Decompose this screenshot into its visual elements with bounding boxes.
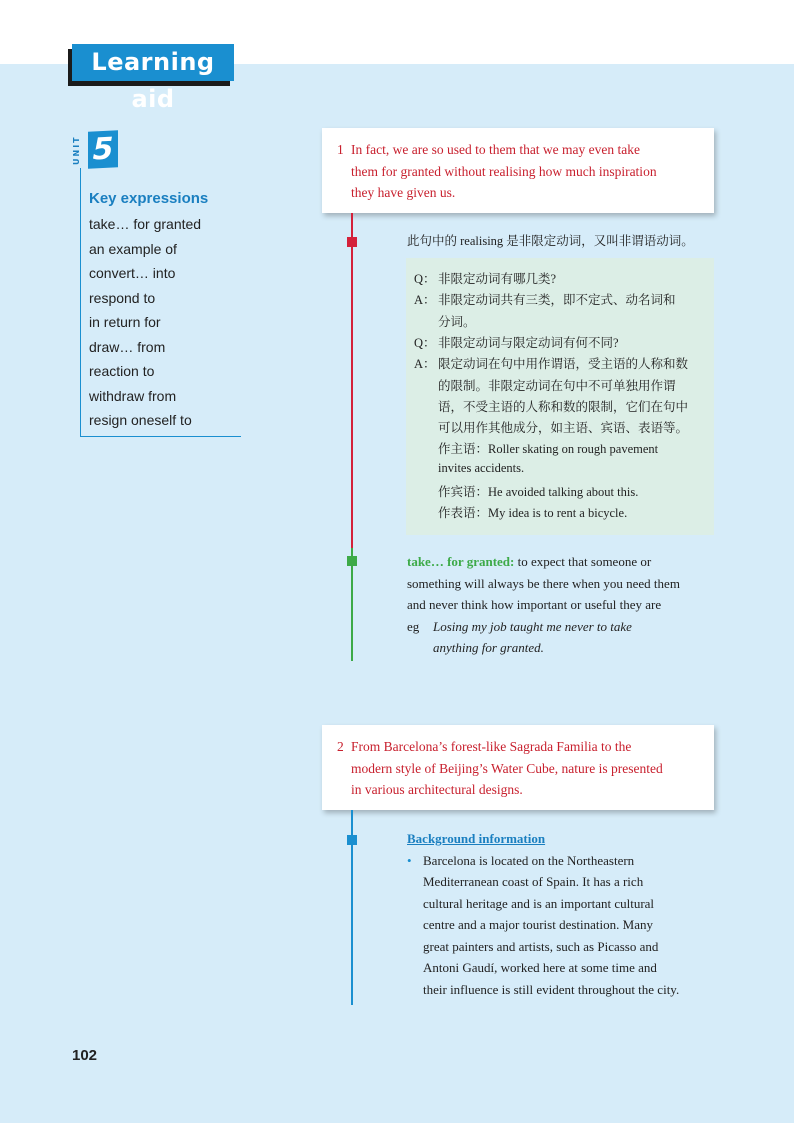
vocab-def: something will always be there when you need them — [407, 575, 680, 591]
qa-line — [414, 333, 714, 351]
qa-label: A： — [414, 293, 436, 308]
quote-box-1 — [322, 128, 714, 213]
quote-line: in various architectural designs. — [351, 782, 523, 797]
page-number: 102 — [72, 1047, 98, 1064]
quote-line: From Barcelona’s forest-like Sagrada Familia to the — [351, 739, 632, 754]
qa-line — [414, 269, 714, 287]
vocab-def: to expect that someone or — [514, 554, 652, 569]
background-line: cultural heritage and is an important cultural — [423, 895, 655, 911]
qa-text: 限定动词在句中用作谓语，受主语的人称和数 — [438, 357, 689, 372]
background-line: centre and a major tourist destination. Many — [423, 917, 653, 932]
key-expression-item: draw… from — [89, 338, 166, 355]
bullet-icon: • — [407, 852, 412, 868]
page-title: Learning aid — [72, 44, 234, 81]
unit-label: UNIT — [72, 135, 81, 165]
quote-line: them for granted without realising how much inspiration — [351, 163, 657, 179]
quote-line: they have given us. — [351, 185, 456, 200]
qa-text: 非限定动词有哪几类? — [438, 272, 557, 286]
quote-line: modern style of Beijing’s Water Cube, nature is presented — [351, 760, 663, 776]
key-expression-item: an example of — [89, 240, 177, 257]
qa-line — [414, 354, 714, 372]
key-expressions-title: Key expressions — [89, 190, 209, 207]
qa-text: 非限定动词共有三类，即不定式、动名词和 — [438, 293, 676, 308]
green-marker-icon — [347, 556, 357, 566]
quote-number: 1 — [337, 142, 344, 157]
key-expression-item: resign oneself to — [89, 412, 192, 428]
qa-line — [414, 461, 714, 476]
vocab-def: and never think how important or useful they are — [407, 597, 662, 612]
qa-line — [414, 439, 714, 457]
background-title: Background information — [407, 831, 546, 846]
background-line: their influence is still evident throughout the city. — [423, 981, 680, 997]
background-line: Antoni Gaudí, worked here at some time and — [423, 960, 657, 975]
qa-line — [414, 312, 714, 330]
key-expression-item: withdraw from — [89, 387, 177, 404]
quote-box-2 — [322, 725, 714, 810]
qa-text: 作宾语：He avoided talking about this. — [438, 485, 639, 499]
qa-label: A： — [414, 357, 436, 372]
quote-number: 2 — [337, 739, 344, 754]
background-line: Mediterranean coast of Spain. It has a rich — [423, 874, 644, 889]
background-info — [407, 828, 717, 1000]
qa-line — [414, 503, 714, 521]
qa-text: invites accidents. — [438, 460, 525, 475]
key-expression-item: convert… into — [89, 265, 176, 281]
red-timeline — [351, 213, 353, 548]
example-line: Losing my job taught me never to take — [433, 618, 632, 634]
unit-number: 5 — [88, 130, 118, 169]
qa-text: 作主语：Roller skating on rough pavement — [438, 442, 659, 457]
vocab-note — [407, 551, 717, 659]
blue-marker-icon — [347, 835, 357, 845]
background-line: Barcelona is located on the Northeastern — [423, 852, 635, 868]
key-expression-item: reaction to — [89, 363, 155, 379]
eg-label: eg — [407, 618, 420, 634]
qa-box — [406, 258, 714, 535]
grammar-note: 此句中的 realising 是非限定动词，又叫非谓语动词。 — [407, 234, 694, 248]
qa-text: 分词。 — [438, 314, 476, 329]
key-expression-item: take… for granted — [89, 216, 202, 232]
key-expression-item: respond to — [89, 289, 156, 306]
vocab-term: take… for granted: — [407, 554, 515, 569]
quote-line: In fact, we are so used to them that we may even take — [351, 142, 641, 157]
qa-text: 可以用作其他成分，如主语、宾语、表语等。 — [438, 421, 689, 436]
qa-text: 的限制。非限定动词在句中不可单独用作谓 — [438, 378, 676, 393]
qa-line — [414, 376, 714, 394]
qa-line — [414, 482, 714, 500]
qa-text: 语，不受主语的人称和数的限制，它们在句中 — [438, 399, 689, 414]
qa-text: 非限定动词与限定动词有何不同? — [438, 335, 619, 350]
example-line: anything for granted. — [433, 640, 544, 655]
qa-label: Q： — [414, 335, 436, 350]
qa-line — [414, 290, 714, 308]
key-expression-item: in return for — [89, 314, 161, 330]
qa-text: 作表语：My idea is to rent a bicycle. — [438, 506, 628, 521]
red-marker-icon — [347, 237, 357, 247]
background-line: great painters and artists, such as Picasso and — [423, 938, 659, 954]
qa-line — [414, 397, 714, 415]
qa-label: Q： — [414, 272, 436, 286]
qa-line — [414, 418, 714, 436]
